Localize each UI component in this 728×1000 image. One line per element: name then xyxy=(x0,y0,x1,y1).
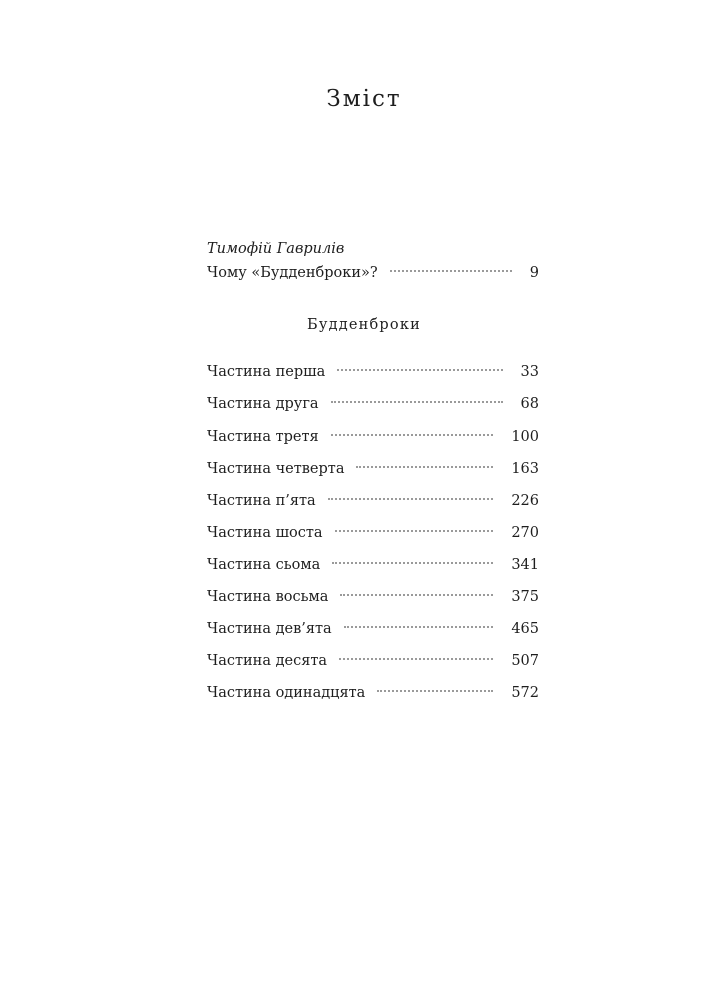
toc-entry[interactable] xyxy=(207,490,539,512)
toc-entry-page: 226 xyxy=(511,493,539,509)
toc-entry[interactable] xyxy=(207,458,539,480)
toc-entry-page: 163 xyxy=(511,461,539,477)
toc-entry-label: Частина друга xyxy=(207,396,319,412)
toc-entry-label: Частина перша xyxy=(207,364,326,380)
toc-entry-label: Частина дев’ята xyxy=(207,621,332,637)
toc-entry[interactable] xyxy=(207,650,539,672)
toc-entry-page: 33 xyxy=(520,364,539,380)
toc-entry-page: 9 xyxy=(529,265,539,281)
dot-leader xyxy=(340,594,493,596)
dot-leader xyxy=(356,466,493,468)
dot-leader xyxy=(390,270,512,272)
toc-entry-label: Частина четверта xyxy=(207,461,345,477)
dot-leader xyxy=(331,434,494,436)
toc-entry-page: 270 xyxy=(511,525,539,541)
dot-leader xyxy=(335,530,494,532)
dot-leader xyxy=(339,658,493,660)
dot-leader xyxy=(331,401,503,403)
toc-entry-page: 507 xyxy=(511,653,539,669)
toc-entry[interactable] xyxy=(207,393,539,415)
toc-entry-page: 375 xyxy=(511,589,539,605)
dot-leader xyxy=(332,562,493,564)
dot-leader xyxy=(344,626,494,628)
toc-entry-page: 572 xyxy=(511,685,539,701)
dot-leader xyxy=(337,369,502,371)
toc-entry[interactable] xyxy=(207,618,539,640)
page-title: Зміст xyxy=(326,86,402,112)
toc-entry-label: Частина восьма xyxy=(207,589,329,605)
toc-entry-label: Частина шоста xyxy=(207,525,323,541)
toc-entry[interactable] xyxy=(207,522,539,544)
dot-leader xyxy=(328,498,494,500)
toc-entry-page: 100 xyxy=(511,429,539,445)
toc-entry-label: Частина десята xyxy=(207,653,328,669)
toc-entry-label: Частина п’ята xyxy=(207,493,316,509)
dot-leader xyxy=(377,690,493,692)
section-heading: Будденброки xyxy=(307,317,421,333)
toc-entry-label: Частина сьома xyxy=(207,557,321,573)
toc-entry-label: Частина третя xyxy=(207,429,319,445)
toc-entry-page: 68 xyxy=(520,396,539,412)
toc-entry[interactable] xyxy=(207,554,539,576)
toc-entry[interactable] xyxy=(207,426,539,448)
toc-entry-page: 341 xyxy=(511,557,539,573)
toc-entry[interactable] xyxy=(207,361,539,383)
toc-entry-label: Чому «Будденброки»? xyxy=(207,265,378,281)
toc-entry-label: Частина одинадцята xyxy=(207,685,366,701)
toc-entry-preface[interactable] xyxy=(207,262,539,284)
toc-entry[interactable] xyxy=(207,586,539,608)
toc-entry-page: 465 xyxy=(511,621,539,637)
preface-author: Тимофій Гаврилів xyxy=(207,241,345,257)
toc-entry[interactable] xyxy=(207,682,539,704)
